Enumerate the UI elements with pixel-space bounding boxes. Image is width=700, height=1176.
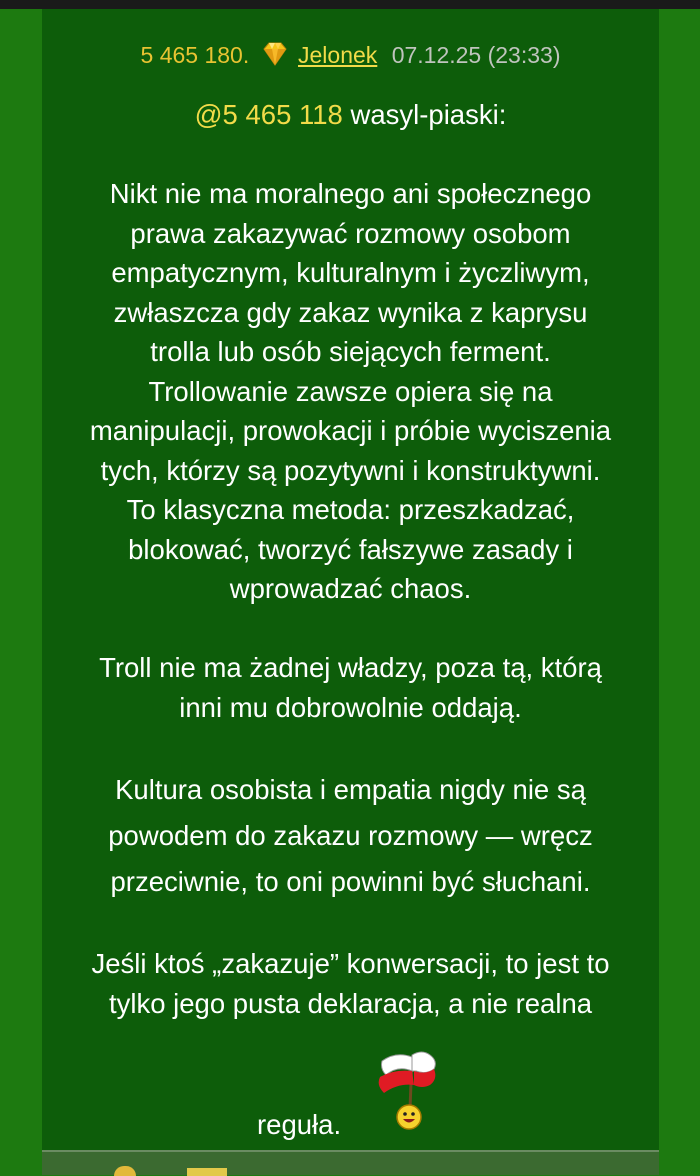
post-footer-bar: [42, 1150, 659, 1175]
text-line: empatycznym, kulturalnym i życzliwym,: [111, 257, 590, 288]
text-line: trolla lub osób siejących ferment.: [150, 336, 551, 367]
post-date: 07.12.25 (23:33): [391, 42, 561, 68]
text-line: prawa zakazywać rozmowy osobom: [130, 217, 571, 249]
post-number[interactable]: 5 465 180.: [140, 42, 250, 68]
text-line: inni mu dobrowolnie oddają.: [179, 691, 522, 723]
reply-icon[interactable]: [187, 1168, 227, 1176]
text-line: manipulacji, prowokacji i próbie wyciszenia: [89, 415, 612, 446]
text-line: Troll nie ma żadnej władzy, poza tą, którą: [99, 652, 602, 683]
emoticon-icon[interactable]: [114, 1166, 136, 1176]
text-line: wprowadzać chaos.: [229, 573, 472, 604]
text-line: blokować, tworzyć fałszywe zasady i: [128, 533, 573, 565]
post-header: [42, 39, 659, 71]
closing-word: reguła.: [257, 1109, 342, 1140]
closing-line: [42, 1047, 659, 1157]
top-status-strip: [0, 0, 700, 9]
paragraph-3: [42, 767, 659, 905]
text-line: Jeśli ktoś „zakazuje” konwersacji, to jest to: [91, 948, 610, 979]
forum-post: [42, 9, 659, 1150]
text-line: powodem do zakazu rozmowy — wręcz: [108, 819, 593, 851]
text-line: przeciwnie, to oni powinni być słuchani.: [110, 865, 591, 897]
text-line: Trollowanie zawsze opiera się na: [148, 375, 553, 407]
text-line: Nikt nie ma moralnego ani społecznego: [109, 178, 592, 209]
paragraph-4: [42, 944, 659, 1023]
text-line: Kultura osobista i empatia nigdy nie są: [115, 773, 586, 805]
paragraph-1: [42, 174, 659, 609]
gem-icon: [260, 42, 290, 66]
quoted-user: wasyl-piaski:: [342, 99, 507, 130]
quote-reference-link[interactable]: @5 465 118: [194, 99, 343, 130]
post-body: [42, 95, 659, 1023]
text-line: zwłaszcza gdy zakaz wynika z kaprysu: [113, 296, 588, 328]
paragraph-2: [42, 648, 659, 727]
author-link[interactable]: Jelonek: [298, 42, 378, 68]
quote-line: [42, 95, 659, 135]
text-line: tych, którzy są pozytywni i konstruktywni.: [100, 454, 601, 486]
text-line: tylko jego pusta deklaracja, a nie realna: [108, 987, 593, 1019]
polish-flag-smiley-icon: [372, 1047, 442, 1132]
text-line: To klasyczna metoda: przeszkadzać,: [126, 494, 575, 525]
